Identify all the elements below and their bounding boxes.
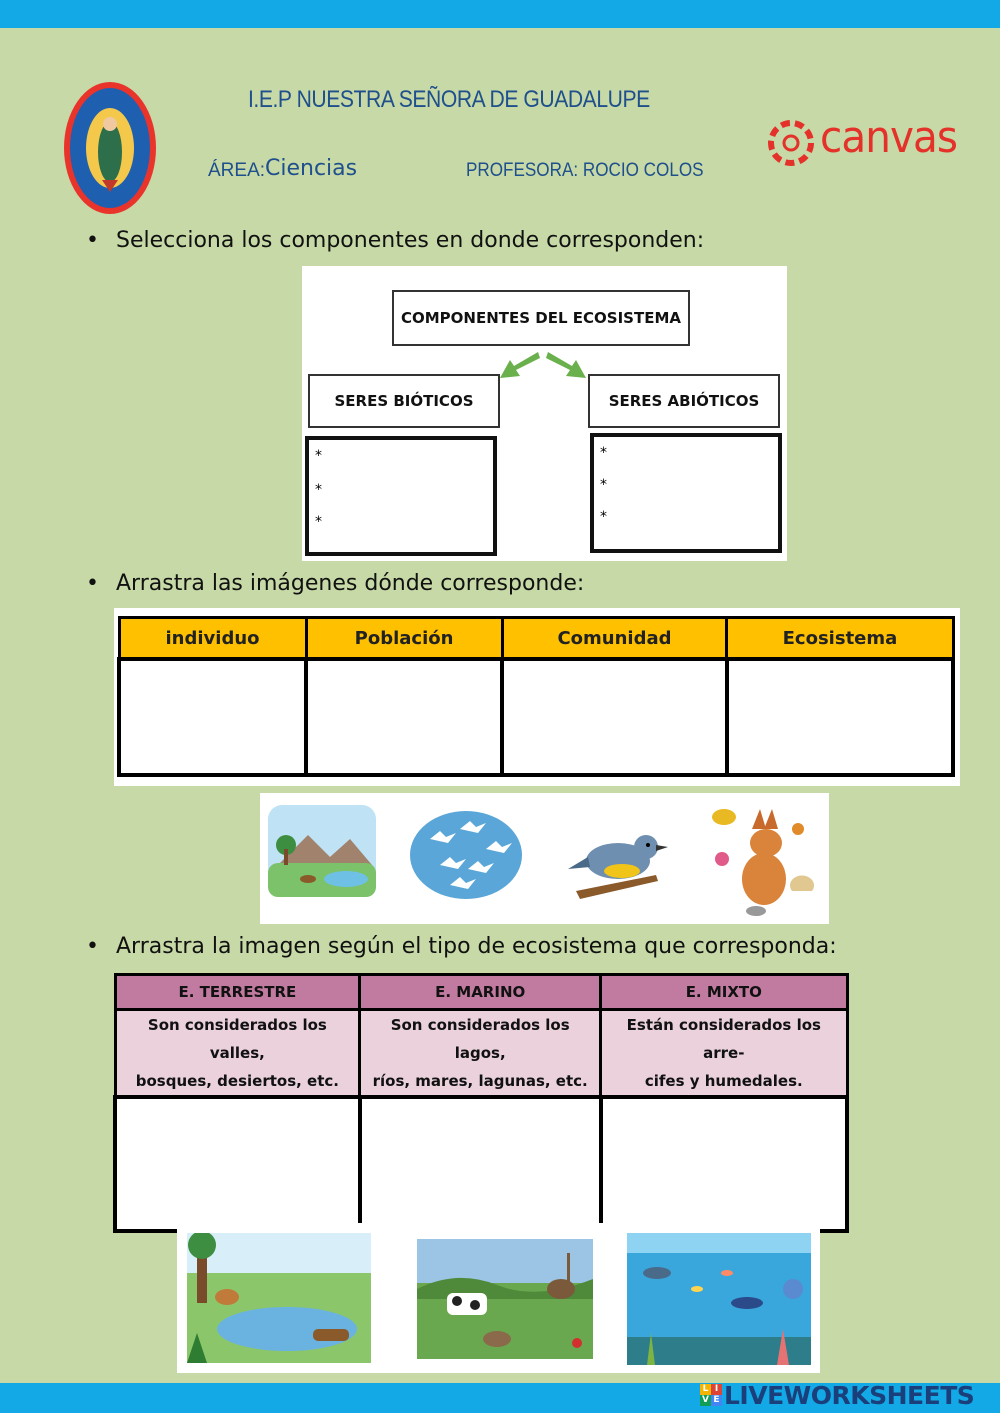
bullet-marker: * bbox=[600, 477, 607, 493]
bird-on-branch-image[interactable] bbox=[566, 813, 670, 909]
drop-zone-mixto[interactable] bbox=[601, 1097, 847, 1231]
header-ecosistema: Ecosistema bbox=[727, 618, 953, 660]
ecosystem-types-table bbox=[113, 973, 849, 1233]
diagram-title-box: COMPONENTES DEL ECOSISTEMA bbox=[392, 290, 690, 346]
flock-of-doves-image[interactable] bbox=[410, 809, 522, 901]
drop-zone-poblacion[interactable] bbox=[306, 659, 502, 775]
header-comunidad: Comunidad bbox=[502, 618, 727, 660]
bullet-icon: • bbox=[86, 571, 99, 596]
drop-zone-individuo[interactable] bbox=[119, 659, 306, 775]
bullet-marker: * bbox=[600, 445, 607, 461]
school-name: I.E.P NUESTRA SEÑORA DE GUADALUPE bbox=[248, 86, 650, 113]
drop-zone-terrestre[interactable] bbox=[115, 1097, 360, 1231]
animal-community-image[interactable] bbox=[702, 799, 820, 919]
liveworksheets-logo bbox=[700, 1380, 974, 1410]
drop-zone-marino[interactable] bbox=[360, 1097, 601, 1231]
teacher-name: PROFESORA: ROCIO COLOS bbox=[466, 160, 704, 181]
school-seal-logo bbox=[62, 80, 158, 216]
header-poblacion: Población bbox=[306, 618, 502, 660]
bullet-icon: • bbox=[86, 934, 99, 959]
instruction-1-text: Selecciona los componentes en donde corresponden: bbox=[116, 228, 705, 253]
desc-line: Están considerados los arre- bbox=[626, 1016, 821, 1062]
draggable-images-row-1 bbox=[260, 793, 829, 924]
area-label: ÁREA: bbox=[208, 160, 266, 181]
bullet-marker: * bbox=[600, 509, 607, 525]
liveworksheets-badge-icon: L I V E bbox=[700, 1384, 722, 1406]
header-mixto: E. MIXTO bbox=[601, 975, 847, 1010]
grassland-animals-image[interactable] bbox=[417, 1239, 593, 1359]
drop-zone-comunidad[interactable] bbox=[502, 659, 727, 775]
drop-zone-ecosistema[interactable] bbox=[727, 659, 953, 775]
instruction-1 bbox=[86, 228, 704, 253]
top-bar bbox=[0, 0, 1000, 28]
instruction-2 bbox=[86, 571, 584, 596]
desc-line: Son considerados los lagos, bbox=[390, 1016, 570, 1062]
desc-line: bosques, desiertos, etc. bbox=[135, 1072, 339, 1090]
bioticos-drop-zone[interactable] bbox=[305, 436, 497, 556]
ecology-levels-table bbox=[117, 616, 955, 777]
draggable-images-row-2 bbox=[177, 1223, 820, 1373]
landscape-ecosystem-image[interactable] bbox=[268, 805, 376, 897]
bullet-icon: • bbox=[86, 228, 99, 253]
underwater-reef-image[interactable] bbox=[627, 1233, 811, 1365]
desc-line: ríos, mares, lagunas, etc. bbox=[372, 1072, 588, 1090]
header-marino: E. MARINO bbox=[360, 975, 601, 1010]
ecosystem-components-diagram bbox=[302, 266, 787, 561]
bullet-marker: * bbox=[315, 514, 322, 530]
desc-marino bbox=[360, 1010, 601, 1098]
desc-line: Son considerados los valles, bbox=[147, 1016, 327, 1062]
ecology-levels-table-container bbox=[114, 608, 960, 786]
bullet-marker: * bbox=[315, 482, 322, 498]
ecosystem-types-table-container bbox=[113, 973, 851, 1218]
canvas-logo-icon bbox=[766, 112, 816, 174]
bioticos-box: SERES BIÓTICOS bbox=[308, 374, 500, 428]
wetland-scene-image[interactable] bbox=[187, 1233, 371, 1363]
abioticos-drop-zone[interactable] bbox=[590, 433, 782, 553]
desc-mixto bbox=[601, 1010, 847, 1098]
instruction-3-text: Arrastra la imagen según el tipo de ecosistema que corresponda: bbox=[116, 934, 837, 959]
abioticos-box: SERES ABIÓTICOS bbox=[588, 374, 780, 428]
area-value: Ciencias bbox=[265, 156, 358, 181]
canvas-logo-text: canvas bbox=[820, 112, 958, 163]
bullet-marker: * bbox=[315, 448, 322, 464]
instruction-3 bbox=[86, 934, 837, 959]
desc-terrestre bbox=[115, 1010, 360, 1098]
header-individuo: individuo bbox=[119, 618, 306, 660]
desc-line: cifes y humedales. bbox=[644, 1072, 803, 1090]
instruction-2-text: Arrastra las imágenes dónde corresponde: bbox=[116, 571, 585, 596]
header-terrestre: E. TERRESTRE bbox=[115, 975, 360, 1010]
arrows-icon bbox=[498, 348, 588, 380]
liveworksheets-text: LIVEWORKSHEETS bbox=[724, 1380, 975, 1410]
